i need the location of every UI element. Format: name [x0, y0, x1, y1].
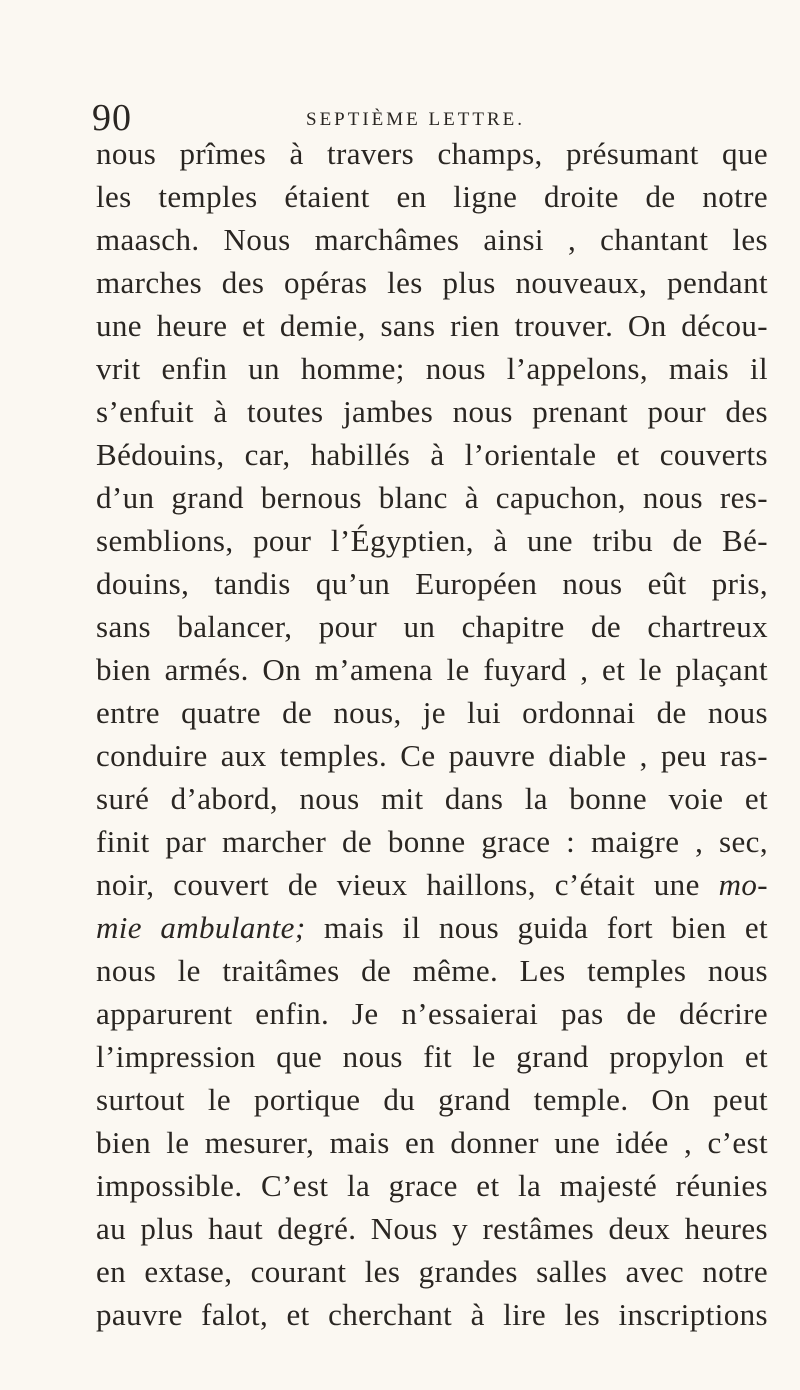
- page-number: 90: [92, 97, 132, 139]
- text-line: impossible. C’est la grace et la majesté réunies: [96, 1168, 768, 1203]
- text-line: vrit enfin un homme; nous l’appelons, mais il: [96, 351, 768, 386]
- text-line: bien armés. On m’amena le fuyard , et le plaçant: [96, 652, 768, 687]
- text-line: les temples étaient en ligne droite de notre: [96, 179, 768, 214]
- text-line: suré d’abord, nous mit dans la bonne voie et: [96, 781, 768, 816]
- text-line: finit par marcher de bonne grace : maigre , sec,: [96, 824, 768, 859]
- text-line: marches des opéras les plus nouveaux, pendant: [96, 265, 768, 300]
- body-text: [96, 132, 768, 1336]
- text-line: semblions, pour l’Égyptien, à une tribu de Bé-: [96, 523, 768, 558]
- text-line: d’un grand bernous blanc à capuchon, nous res-: [96, 480, 768, 515]
- text-line: s’enfuit à toutes jambes nous prenant pour des: [96, 394, 768, 429]
- text-line: bien le mesurer, mais en donner une idée , c’est: [96, 1125, 768, 1160]
- italic-text: mo-: [718, 867, 768, 902]
- text-line: douins, tandis qu’un Européen nous eût pris,: [96, 566, 768, 601]
- text-line: nous le traitâmes de même. Les temples nous: [96, 953, 768, 988]
- italic-text: mie ambulante;: [96, 910, 306, 945]
- text-line: noir, couvert de vieux haillons, c’était une mo-: [96, 867, 768, 902]
- text-line: mie ambulante; mais il nous guida fort bien et: [96, 910, 768, 945]
- text-line: pauvre falot, et cherchant à lire les inscriptions: [96, 1297, 768, 1332]
- text-line: au plus haut degré. Nous y restâmes deux heures: [96, 1211, 768, 1246]
- text-line: surtout le portique du grand temple. On peut: [96, 1082, 768, 1117]
- running-title: SEPTIÈME LETTRE.: [306, 109, 525, 130]
- text-line: conduire aux temples. Ce pauvre diable , peu ras-: [96, 738, 768, 773]
- text-line: l’impression que nous fit le grand propylon et: [96, 1039, 768, 1074]
- text-line: entre quatre de nous, je lui ordonnai de nous: [96, 695, 768, 730]
- text-line: sans balancer, pour un chapitre de chartreux: [96, 609, 768, 644]
- text-line: nous prîmes à travers champs, présumant que: [96, 136, 768, 171]
- text-line: apparurent enfin. Je n’essaierai pas de décrire: [96, 996, 768, 1031]
- text-line: maasch. Nous marchâmes ainsi , chantant les: [96, 222, 768, 257]
- text-line: une heure et demie, sans rien trouver. On décou-: [96, 308, 768, 343]
- text-line: Bédouins, car, habillés à l’orientale et couverts: [96, 437, 768, 472]
- text-line: en extase, courant les grandes salles avec notre: [96, 1254, 768, 1289]
